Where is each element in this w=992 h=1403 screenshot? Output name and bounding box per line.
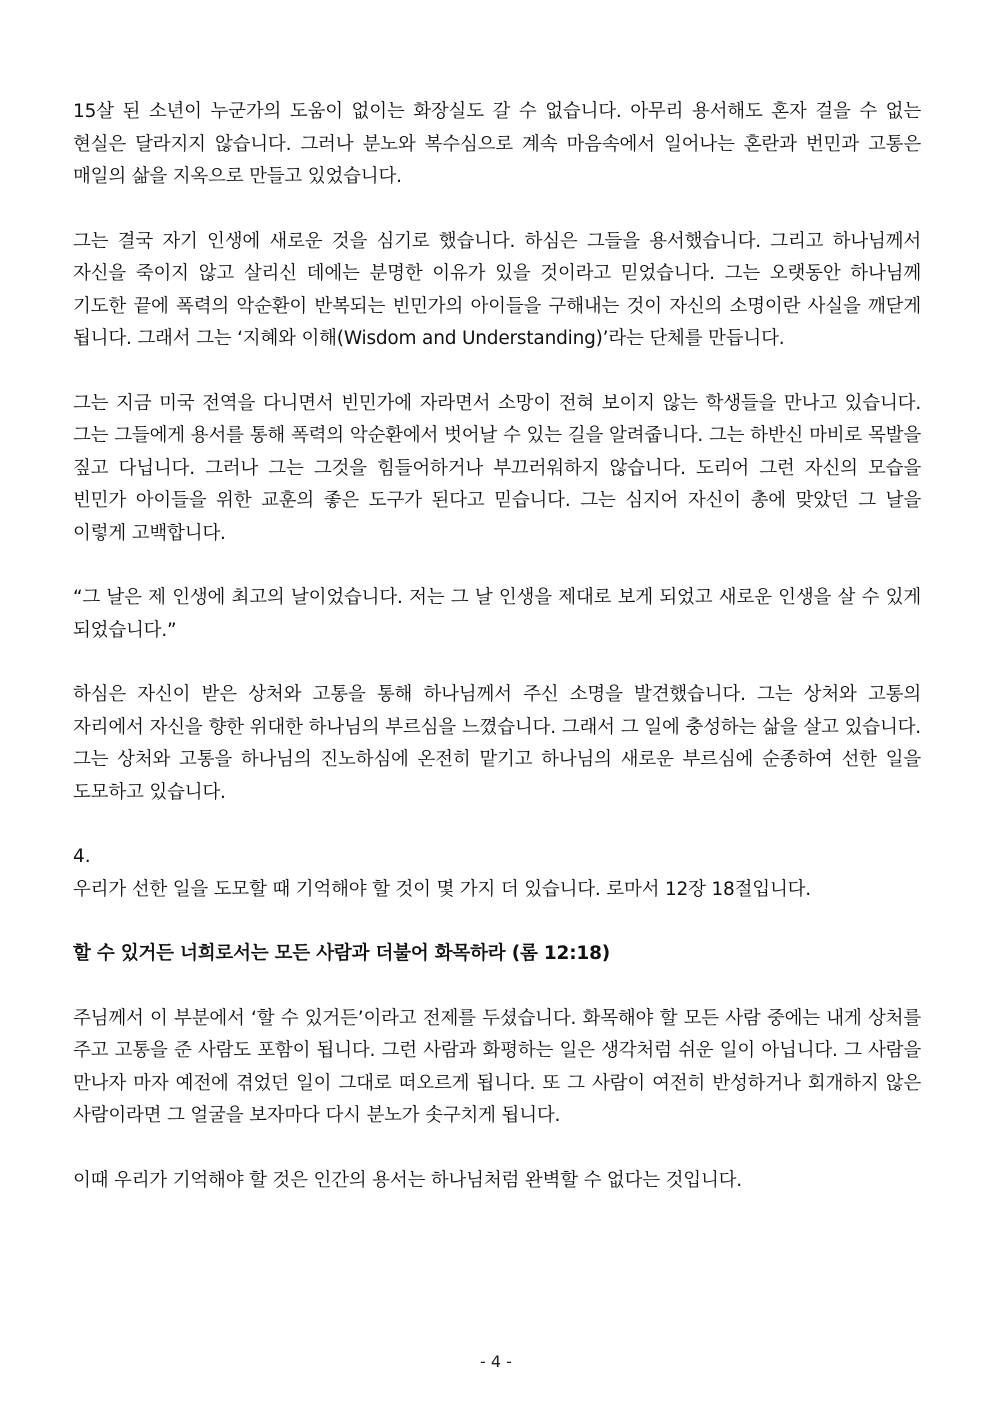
paragraph-2: 그는 결국 자기 인생에 새로운 것을 심기로 했습니다. 하심은 그들을 용서했습니다. 그리고 하나님께서 자신을 죽이지 않고 살리신 데에는 분명한 이유가 있을 것이라고 믿었습니다. 그는 오랫동안 하나님께 기도한 끝에 폭력의 악순환이 반복되는 빈민가의 아이들을 구해내는 것이 자신의 소명이란 사실을 깨닫게 됩니다. 그래서 그는 ‘지혜와 이해(Wisdom and Understanding)’라는 단체를 만듭니다.: [73, 230, 921, 349]
section-intro-paragraph: 우리가 선한 일을 도모할 때 기억해야 할 것이 몇 가지 더 있습니다. 로마서 12장 18절입니다.: [73, 878, 811, 900]
paragraph-after-verse-1: 주님께서 이 부분에서 ‘할 수 있거든’이라고 전제를 두셨습니다. 화목해야 할 모든 사람 중에는 내게 상처를 주고 고통을 준 사람도 포함이 됩니다. 그런 사람과 화평하는 일은 생각처럼 쉬운 일이 아닙니다. 그 사람을 만나자 마자 예전에 겪었던 일이 그대로 떠오르게 됩니다. 또 그 사람이 여전히 반성하거나 회개하지 않은 사람이라면 그 얼굴을 보자마다 다시 분노가 솟구치게 됩니다.: [73, 1007, 921, 1126]
paragraph-after-verse-2: 이때 우리가 기억해야 할 것은 인간의 용서는 하나님처럼 완벽할 수 없다는 것입니다.: [73, 1169, 742, 1191]
document-body: [73, 96, 921, 1197]
paragraph-3: 그는 지금 미국 전역을 다니면서 빈민가에 자라면서 소망이 전혀 보이지 않는 학생들을 만나고 있습니다. 그는 그들에게 용서를 통해 폭력의 악순환에서 벗어날 수 있는 길을 알려줍니다. 그는 하반신 마비로 목발을 짚고 다닙니다. 그러나 그는 그것을 힘들어하거나 부끄러워하지 않습니다. 도리어 그런 자신의 모습을 빈민가 아이들을 위한 교훈의 좋은 도구가 된다고 믿습니다. 그는 심지어 자신이 총에 맞았던 그 날을 이렇게 고백합니다.: [73, 392, 921, 544]
paragraph-1: 15살 된 소년이 누군가의 도움이 없이는 화장실도 갈 수 없습니다. 아무리 용서해도 혼자 걸을 수 없는 현실은 달라지지 않습니다. 그러나 분노와 복수심으로 계속 마음속에서 일어나는 혼란과 번민과 고통은 매일의 삶을 지옥으로 만들고 있었습니다.: [73, 101, 921, 187]
quote-paragraph: “그 날은 제 인생에 최고의 날이었습니다. 저는 그 날 인생을 제대로 보게 되었고 새로운 인생을 살 수 있게 되었습니다.”: [73, 587, 921, 641]
paragraph-5: 하심은 자신이 받은 상처와 고통을 통해 하나님께서 주신 소명을 발견했습니다. 그는 상처와 고통의 자리에서 자신을 향한 위대한 하나님의 부르심을 느꼈습니다. 그래서 그 일에 충성하는 삶을 살고 있습니다. 그는 상처와 고통을 하나님의 진노하심에 온전히 맡기고 하나님의 새로운 부르심에 순종하여 선한 일을 도모하고 있습니다.: [73, 684, 921, 803]
section-number: 4.: [73, 846, 91, 867]
page-number: - 4 -: [480, 1352, 512, 1371]
bible-verse: 할 수 있거든 너희로서는 모든 사람과 더불어 화목하라 (롬 12:18): [73, 943, 610, 964]
